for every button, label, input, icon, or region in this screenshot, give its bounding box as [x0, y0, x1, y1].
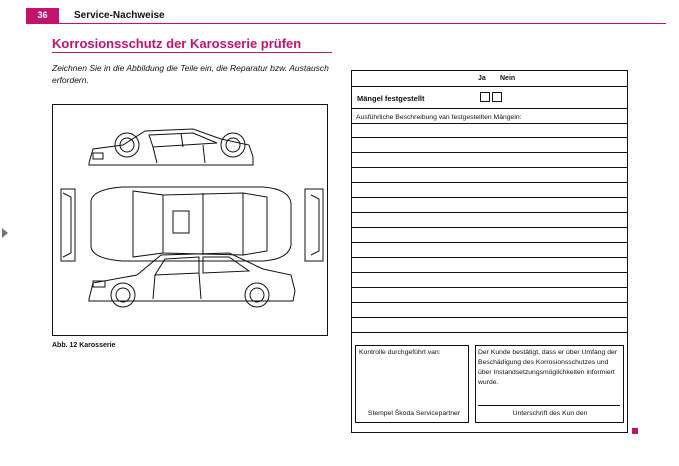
section-divider: [52, 52, 332, 53]
writing-line[interactable]: [351, 182, 628, 183]
description-label: Ausführliche Beschreibung van festgestellten Mängeln:: [356, 114, 522, 121]
form-rule: [351, 108, 628, 109]
form-rule: [351, 86, 628, 87]
car-top-view: [61, 187, 323, 261]
header-divider: [26, 23, 666, 24]
nein-column-label: Nein: [500, 75, 516, 82]
page-number: 36: [26, 8, 59, 23]
ja-checkbox[interactable]: [480, 92, 490, 102]
writing-line[interactable]: [351, 227, 628, 228]
writing-line[interactable]: [351, 123, 628, 124]
page-nav-arrow-icon[interactable]: [2, 228, 8, 238]
signature-line[interactable]: [478, 405, 620, 406]
writing-line[interactable]: [351, 302, 628, 303]
writing-line[interactable]: [351, 137, 628, 138]
defects-found-label: Mängel festgestellt: [357, 94, 425, 103]
writing-line[interactable]: [351, 152, 628, 153]
car-body-diagram: [53, 105, 329, 337]
writing-line[interactable]: [351, 197, 628, 198]
car-body-figure: [52, 104, 328, 336]
instruction-text: Zeichnen Sie in die Abbildung die Teile ein, die Reparatur bzw. Austausch erfordern.: [52, 63, 329, 85]
writing-line[interactable]: [351, 272, 628, 273]
customer-confirmation-text: Der Kunde bestätigt, dass er über Umfang der Beschädigung des Korrosionsschutzes und über Instandsetzungsmöglichkeiten informiert wurde.: [478, 349, 618, 386]
writing-line[interactable]: [351, 212, 628, 213]
header-title: Service-Nachweise: [74, 10, 165, 21]
car-side-view-top: [89, 129, 253, 165]
writing-line[interactable]: [351, 332, 628, 333]
writing-line[interactable]: [351, 317, 628, 318]
stamp-label: Stempel Škoda Servicepartner: [367, 410, 461, 417]
signature-label: Unterschrift des Kun den: [512, 410, 588, 417]
section-end-marker: [632, 428, 638, 434]
nein-checkbox[interactable]: [492, 92, 502, 102]
writing-line[interactable]: [351, 287, 628, 288]
section-title: Korrosionsschutz der Karosserie prüfen: [52, 36, 302, 51]
writing-line[interactable]: [351, 257, 628, 258]
figure-caption: Abb. 12 Karosserie: [52, 342, 116, 349]
writing-line[interactable]: [351, 242, 628, 243]
ja-column-label: Ja: [478, 75, 486, 82]
writing-line[interactable]: [351, 167, 628, 168]
control-label: Kontrolle durchgeführt van:: [359, 349, 441, 356]
